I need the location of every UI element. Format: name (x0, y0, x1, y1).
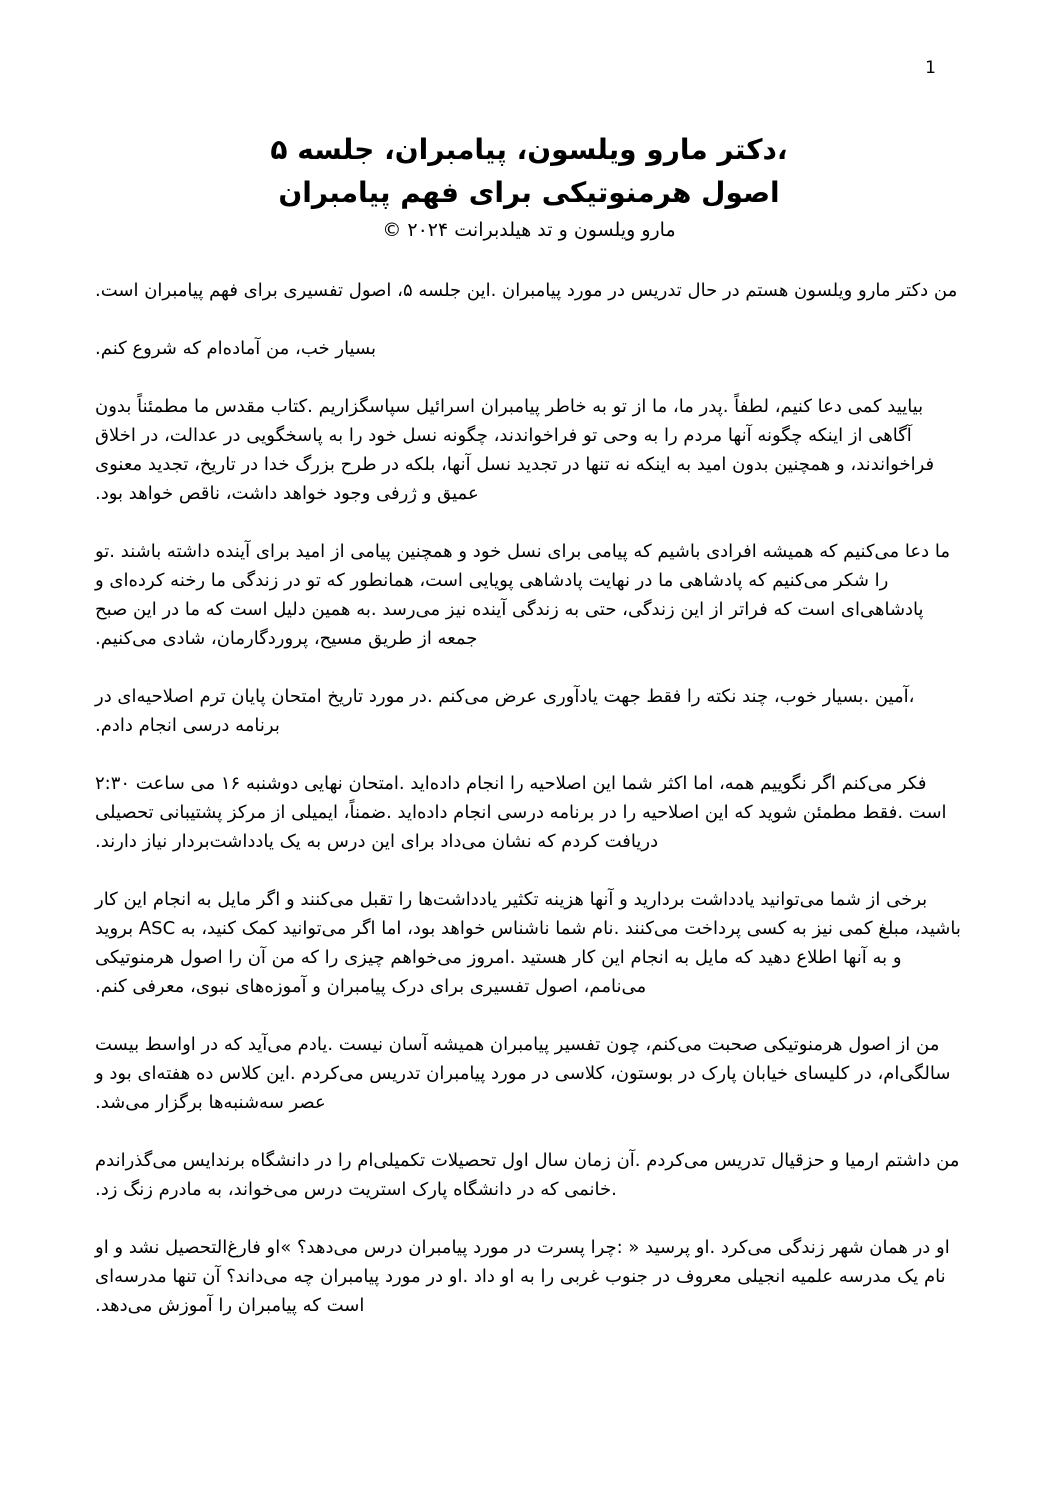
paragraph-1: من دکتر مارو ویلسون هستم در حال تدریس در مورد پیامبران .این جلسه ۵، اصول تفسیری برای فهم پیامبران است. (95, 280, 958, 301)
paragraph-3: بیایید کمی دعا کنیم، لطفاً .پدر ما، ما از تو به خاطر پیامبران اسرائیل سپاسگزاریم .کتاب مقدس ما مطمئناً بدون آگاهی از اینکه چگونه آنها مردم را به وحی تو فراخواندند، چگونه نسل خود را به پاسخگویی در عدالت، در اخلاق فراخواندند، و همچنین بدون امید به اینکه نه تنها در تجدید نسل آنها، بلکه در طرح بزرگ خدا در تاریخ، تجدید معنوی عمیق و ژرفی وجود خواهد داشت، ناقص خواهد بود. (95, 396, 935, 504)
paragraph-9: من داشتم ارمیا و حزقیال تدریس می‌کردم .آن زمان سال اول تحصیلات تکمیلی‌ام را در دانشگاه برندایس می‌گذراندم .خانمی که در دانشگاه پارک استریت درس می‌خواند، به مادرم زنگ زد. (95, 1150, 960, 1200)
title-line-2: اصول هرمنوتیکی برای فهم پیامبران (278, 176, 780, 209)
paragraph-4: ما دعا می‌کنیم که همیشه افرادی باشیم که پیامی برای نسل خود و همچنین پیامی از امید برای آینده داشته باشند .تو را شکر می‌کنیم که پادشاهی ما در نهایت پادشاهی پویایی است، همانطور که تو در زندگی ما رخنه کرده‌ای و پادشاهی‌ای است که فراتر از این زندگی، حتی به زندگی آینده نیز می‌رسد .به همین دلیل است که ما در این صبح جمعه از طریق مسیح، پروردگارمان، شادی می‌کنیم. (95, 541, 951, 649)
paragraph-7: برخی از شما می‌توانید یادداشت بردارید و آنها هزینه تکثیر یادداشت‌ها را تقبل می‌کنند و اگر مایل به انجام این کار باشید، مبلغ کمی نیز به کسی پرداخت می‌کنند .نام شما ناشناس خواهد بود، اما اگر می‌توانید کمک کنید، به ASC بروید و به آنها اطلاع دهید که مایل به انجام این کار هستید .امروز می‌خواهم چیزی را که من آن را اصول هرمنوتیکی می‌نامم، اصول تفسیری برای درک پیامبران و آموزه‌های نبوی، معرفی کنم. (95, 889, 961, 997)
paragraph-10: او در همان شهر زندگی می‌کرد .او پرسید « :چرا پسرت در مورد پیامبران درس می‌دهد؟ »او فارغ‌التحصیل نشد و او نام یک مدرسه علمیه انجیلی معروف در جنوب غربی را به او داد .او در مورد پیامبران چه می‌داند؟ آن تنها مدرسه‌ای است که پیامبران را آموزش می‌دهد. (95, 1237, 950, 1316)
paragraph-6: فکر می‌کنم اگر نگوییم همه، اما اکثر شما این اصلاحیه را انجام داده‌اید .امتحان نهایی دوشنبه ۱۶ می ساعت ۲:۳۰ است .فقط مطمئن شوید که این اصلاحیه را در برنامه درسی انجام داده‌اید .ضمناً، ایمیلی از مرکز پشتیبانی تحصیلی دریافت کردم که نشان می‌داد برای این درس به یک یادداشت‌بردار نیاز دارند. (95, 773, 947, 852)
copyright-byline: مارو ویلسون و تد هیلدبرانت ۲۰۲۴ © (382, 219, 676, 241)
document-body (95, 276, 963, 1320)
paragraph-8: من از اصول هرمنوتیکی صحبت می‌کنم، چون تفسیر پیامبران همیشه آسان نیست .یادم می‌آید که در اواسط بیست سالگی‌ام، در کلیسای خیابان پارک در بوستون، کلاسی در مورد پیامبران تدریس می‌کردم .این کلاس ده هفته‌ای بود و عصر سه‌شنبه‌ها برگزار می‌شد. (95, 1034, 951, 1113)
paragraph-2: بسیار خب، من آماده‌ام که شروع کنم. (95, 338, 377, 359)
page-number: 1 (925, 58, 936, 78)
document-header (0, 0, 1058, 243)
title-line-1: ،دکتر مارو ویلسون، پیامبران، جلسه ۵ (270, 133, 788, 166)
paragraph-5: ،آمین .بسیار خوب، چند نکته را فقط جهت یادآوری عرض می‌کنم .در مورد تاریخ امتحان پایان ترم اصلاحیه‌ای در برنامه درسی انجام دادم. (95, 686, 915, 736)
